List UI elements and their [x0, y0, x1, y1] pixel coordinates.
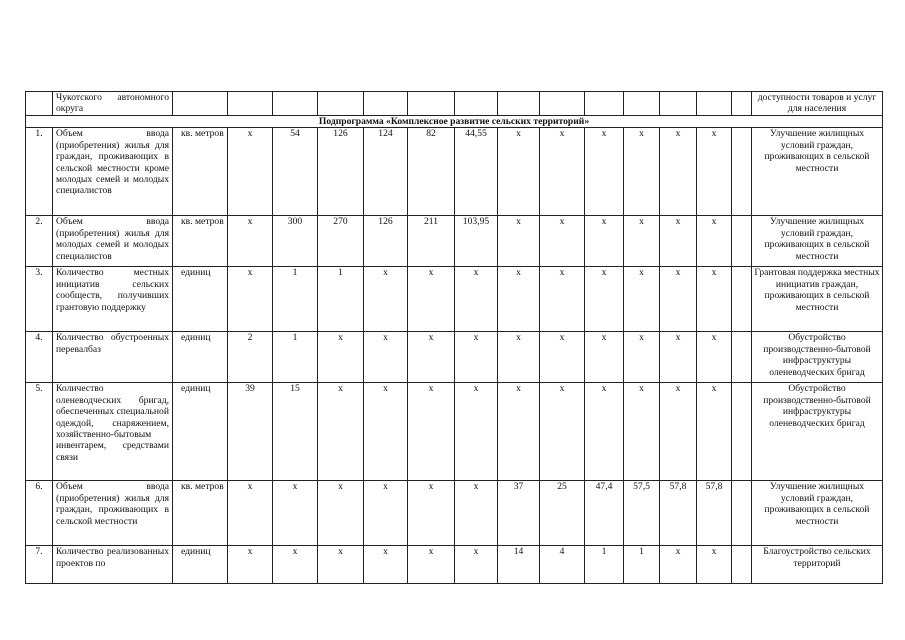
year-value-cell: х: [585, 332, 624, 383]
year-value-cell: х: [585, 216, 624, 267]
empty-cell: [732, 481, 752, 546]
unit-of-measure: кв. метров: [173, 481, 228, 546]
year-value-cell: х: [408, 546, 455, 584]
expected-result: Улучшение жилищных условий граждан, проживающих в сельской местности: [752, 481, 883, 546]
year-value-cell: 57,8: [697, 481, 732, 546]
year-value-cell: х: [455, 332, 498, 383]
year-value-cell: 1: [624, 546, 660, 584]
year-value-cell: х: [660, 546, 697, 584]
row-number: 7.: [26, 546, 53, 584]
year-value-cell: 15: [273, 383, 318, 481]
table-row: [26, 128, 883, 216]
expected-result: Благоустройство сельских территорий: [752, 546, 883, 584]
year-value-cell: х: [273, 546, 318, 584]
year-value-cell: 211: [408, 216, 455, 267]
table-row: [26, 267, 883, 332]
expected-result: Грантовая поддержка местных инициатив граждан, проживающих в сельской местности: [752, 267, 883, 332]
empty-cell: [732, 383, 752, 481]
year-value-cell: х: [585, 267, 624, 332]
year-value-cell: 82: [408, 128, 455, 216]
indicator-name: Объем ввода (приобретения) жилья для граждан, проживающих в сельской местности: [53, 481, 173, 546]
year-value-cell: х: [585, 128, 624, 216]
year-value-cell: х: [364, 383, 408, 481]
year-value-cell: х: [697, 267, 732, 332]
year-value-cell: х: [540, 332, 585, 383]
year-value-cell: 25: [540, 481, 585, 546]
year-value-cell: 126: [364, 216, 408, 267]
table-row: [26, 383, 883, 481]
year-value-cell: х: [455, 546, 498, 584]
row-number: 3.: [26, 267, 53, 332]
year-value-cell: х: [624, 128, 660, 216]
year-value-cell: х: [364, 332, 408, 383]
year-value-cell: х: [318, 332, 364, 383]
year-value-cell: х: [585, 383, 624, 481]
expected-result: Улучшение жилищных условий граждан, проживающих в сельской местности: [752, 216, 883, 267]
unit-of-measure: единиц: [173, 267, 228, 332]
year-value-cell: х: [660, 332, 697, 383]
empty-cell: [732, 128, 752, 216]
subprogram-header-row: [26, 116, 883, 128]
year-value-cell: 57,5: [624, 481, 660, 546]
year-value-cell: х: [498, 216, 540, 267]
year-value-cell: х: [455, 481, 498, 546]
year-value-cell: х: [540, 383, 585, 481]
indicator-table-body: [26, 92, 883, 584]
year-value-cell: х: [540, 267, 585, 332]
indicator-name: Количество реализованных проектов по: [53, 546, 173, 584]
unit-of-measure: единиц: [173, 332, 228, 383]
row-number: 2.: [26, 216, 53, 267]
empty-cell: [732, 332, 752, 383]
indicator-name: Количество оленеводческих бригад, обеспеченных специальной одеждой, снаряжением, хозяйственно-бытовым инвентарем, средствами связи: [53, 383, 173, 481]
row-number: 1.: [26, 128, 53, 216]
year-value-cell: х: [408, 383, 455, 481]
indicator-table-page: [25, 91, 882, 584]
row-number: 5.: [26, 383, 53, 481]
year-value-cell: 54: [273, 128, 318, 216]
year-value-cell: х: [228, 216, 273, 267]
year-value-cell: х: [697, 128, 732, 216]
indicator-name: Количество обустроенных перевалбаз: [53, 332, 173, 383]
continued-row-name: Чукотского автономного округа: [53, 92, 173, 116]
indicator-name: Объем ввода (приобретения) жилья для молодых семей и молодых специалистов: [53, 216, 173, 267]
empty-cell: [732, 216, 752, 267]
year-value-cell: х: [624, 332, 660, 383]
year-value-cell: х: [498, 267, 540, 332]
continued-row-result: доступности товаров и услуг для населения: [752, 92, 883, 116]
year-value-cell: х: [697, 546, 732, 584]
year-value-cell: х: [624, 383, 660, 481]
expected-result: Улучшение жилищных условий граждан, проживающих в сельской местности: [752, 128, 883, 216]
year-value-cell: х: [318, 383, 364, 481]
year-value-cell: х: [624, 267, 660, 332]
year-value-cell: х: [660, 128, 697, 216]
indicator-name: Объем ввода (приобретения) жилья для граждан, проживающих в сельской местности кроме молодых семей и молодых специалистов: [53, 128, 173, 216]
year-value-cell: х: [697, 216, 732, 267]
year-value-cell: х: [408, 332, 455, 383]
indicator-table: [25, 91, 883, 584]
year-value-cell: х: [228, 546, 273, 584]
year-value-cell: 2: [228, 332, 273, 383]
year-value-cell: 47,4: [585, 481, 624, 546]
year-value-cell: х: [540, 216, 585, 267]
year-value-cell: х: [364, 267, 408, 332]
year-value-cell: 39: [228, 383, 273, 481]
year-value-cell: 4: [540, 546, 585, 584]
year-value-cell: 124: [364, 128, 408, 216]
table-row: [26, 216, 883, 267]
subprogram-title: Подпрограмма «Комплексное развитие сельских территорий»: [26, 116, 883, 128]
unit-of-measure: кв. метров: [173, 216, 228, 267]
year-value-cell: х: [318, 481, 364, 546]
row-number: 6.: [26, 481, 53, 546]
year-value-cell: 37: [498, 481, 540, 546]
year-value-cell: х: [624, 216, 660, 267]
year-value-cell: х: [364, 546, 408, 584]
year-value-cell: х: [408, 267, 455, 332]
year-value-cell: 57,8: [660, 481, 697, 546]
year-value-cell: 1: [318, 267, 364, 332]
year-value-cell: 44,55: [455, 128, 498, 216]
table-row: [26, 546, 883, 584]
continued-row: [26, 92, 883, 116]
year-value-cell: 1: [273, 332, 318, 383]
year-value-cell: 126: [318, 128, 364, 216]
expected-result: Обустройство производственно-бытовой инфраструктуры оленеводческих бригад: [752, 332, 883, 383]
year-value-cell: х: [540, 128, 585, 216]
indicator-name: Количество местных инициатив сельских сообществ, получивших грантовую поддержку: [53, 267, 173, 332]
year-value-cell: 103,95: [455, 216, 498, 267]
year-value-cell: х: [273, 481, 318, 546]
year-value-cell: х: [228, 267, 273, 332]
year-value-cell: х: [228, 128, 273, 216]
year-value-cell: х: [408, 481, 455, 546]
unit-of-measure: единиц: [173, 383, 228, 481]
year-value-cell: х: [660, 267, 697, 332]
year-value-cell: 14: [498, 546, 540, 584]
year-value-cell: х: [697, 332, 732, 383]
year-value-cell: х: [228, 481, 273, 546]
year-value-cell: х: [364, 481, 408, 546]
table-row: [26, 332, 883, 383]
unit-of-measure: единиц: [173, 546, 228, 584]
year-value-cell: х: [697, 383, 732, 481]
year-value-cell: х: [455, 267, 498, 332]
year-value-cell: х: [660, 216, 697, 267]
empty-cell: [732, 267, 752, 332]
year-value-cell: х: [498, 128, 540, 216]
year-value-cell: х: [318, 546, 364, 584]
year-value-cell: 1: [273, 267, 318, 332]
year-value-cell: х: [455, 383, 498, 481]
year-value-cell: 270: [318, 216, 364, 267]
expected-result: Обустройство производственно-бытовой инфраструктуры оленеводческих бригад: [752, 383, 883, 481]
unit-of-measure: кв. метров: [173, 128, 228, 216]
year-value-cell: х: [498, 383, 540, 481]
row-number: 4.: [26, 332, 53, 383]
table-row: [26, 481, 883, 546]
year-value-cell: х: [660, 383, 697, 481]
year-value-cell: 300: [273, 216, 318, 267]
empty-cell: [732, 546, 752, 584]
year-value-cell: х: [498, 332, 540, 383]
year-value-cell: 1: [585, 546, 624, 584]
